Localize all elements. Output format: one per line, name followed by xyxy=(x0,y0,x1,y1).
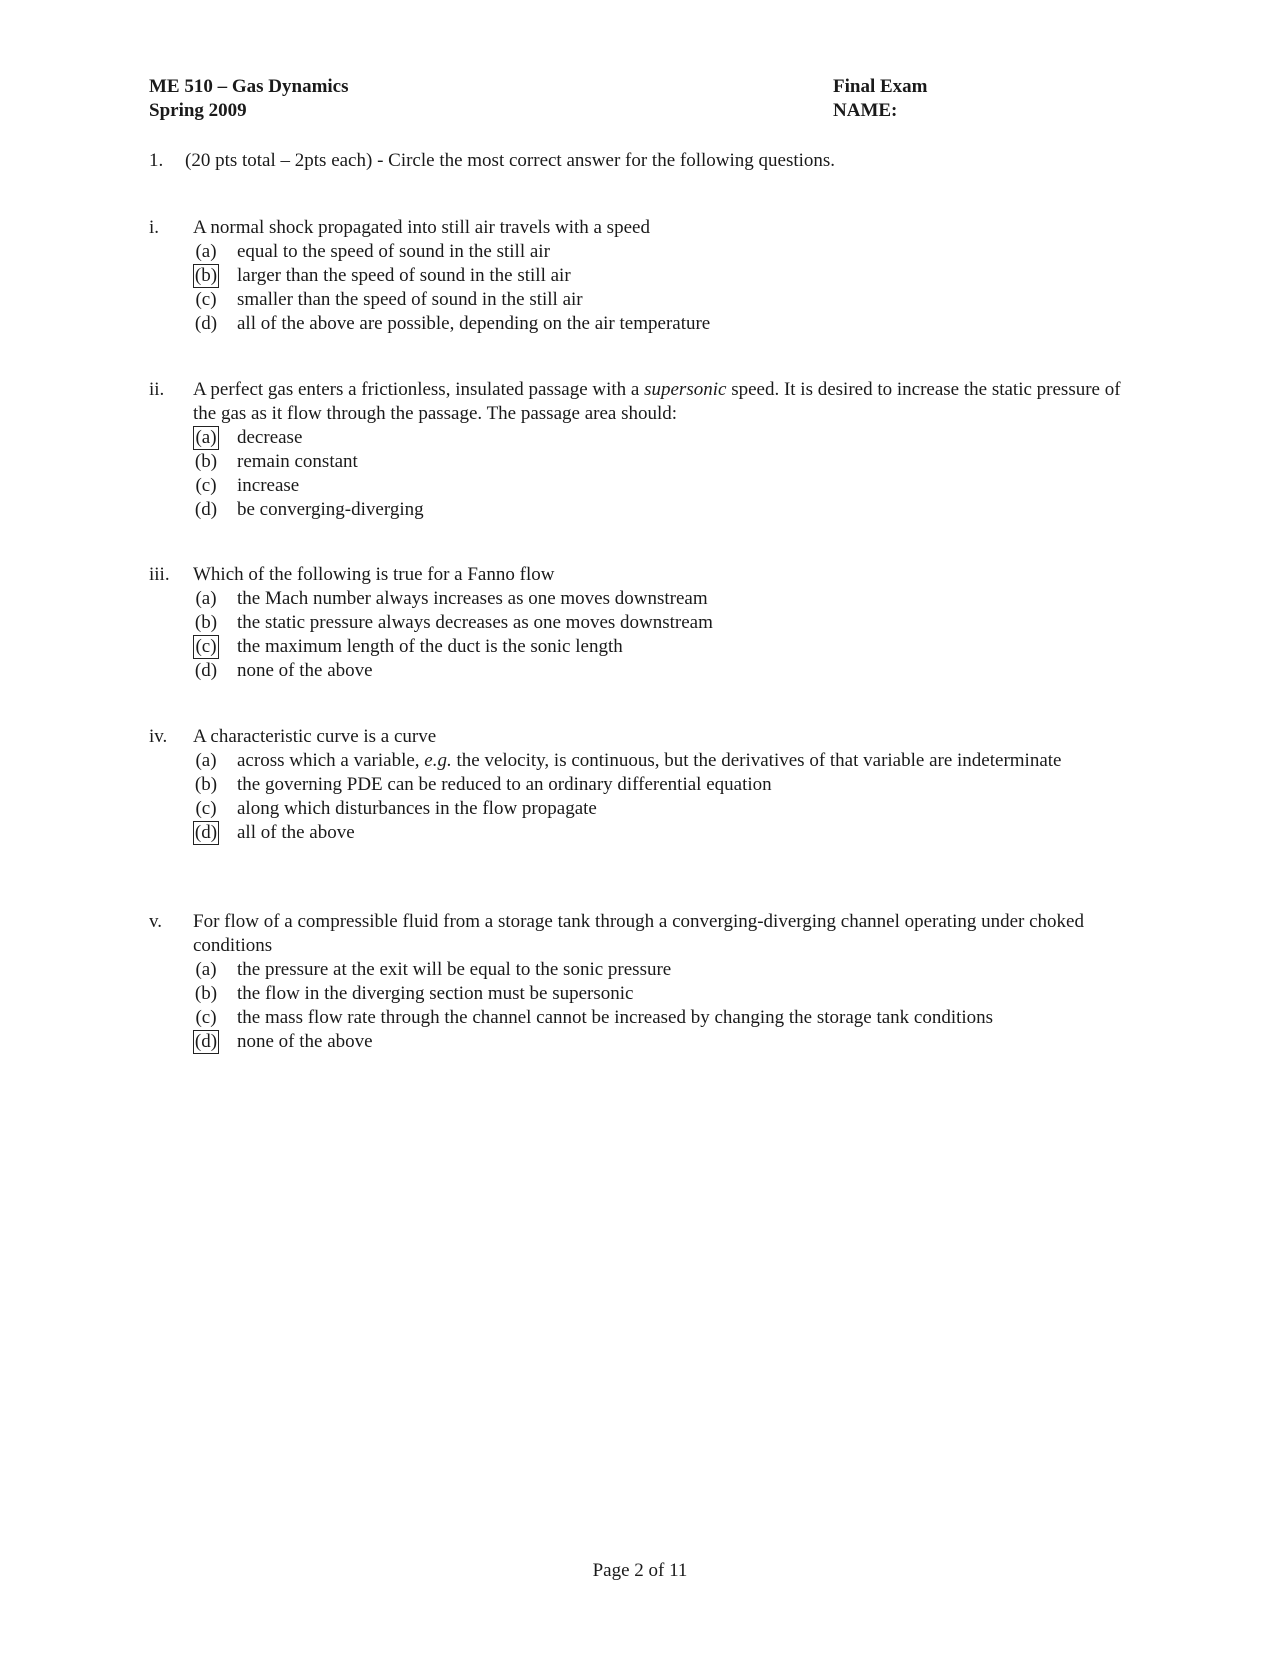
course-title: ME 510 – Gas Dynamics xyxy=(149,76,349,97)
option-text: smaller than the speed of sound in the still air xyxy=(237,289,583,310)
item-numeral: ii. xyxy=(149,379,165,400)
item-stem: Which of the following is true for a Fanno flow xyxy=(193,564,555,585)
option-list xyxy=(193,958,1129,1054)
option-c[interactable] xyxy=(193,1006,1129,1030)
option-b[interactable] xyxy=(193,450,1129,474)
option-a[interactable] xyxy=(193,426,1129,450)
option-d[interactable] xyxy=(193,312,1129,336)
item-numeral: i. xyxy=(149,217,160,238)
option-label: (d) xyxy=(194,660,218,681)
question-item-i xyxy=(149,216,1129,336)
option-label: (c) xyxy=(195,289,217,310)
option-a[interactable] xyxy=(193,240,1129,264)
stem-text-before: A perfect gas enters a frictionless, insulated passage with a xyxy=(193,379,645,400)
question-number: 1. xyxy=(149,150,164,171)
option-label: (d) xyxy=(194,499,218,520)
option-text-before: across which a variable, xyxy=(237,750,425,771)
option-text: larger than the speed of sound in the still air xyxy=(237,265,571,286)
option-text: none of the above xyxy=(237,1031,373,1052)
stem-text-after: speed. It is desired to increase the static pressure of the gas as it flow through the passage. The passage area should: xyxy=(193,379,1121,424)
option-text: the maximum length of the duct is the sonic length xyxy=(237,636,623,657)
item-stem: For flow of a compressible fluid from a storage tank through a converging-diverging channel operating under choked conditions xyxy=(193,911,1084,956)
option-text: be converging-diverging xyxy=(237,499,424,520)
question-item-ii xyxy=(149,378,1129,522)
option-label: (a) xyxy=(195,241,217,262)
option-a[interactable] xyxy=(193,958,1129,982)
question-instructions: (20 pts total – 2pts each) - Circle the most correct answer for the following questions. xyxy=(185,150,836,171)
option-label: (b) xyxy=(194,451,218,472)
option-text: the Mach number always increases as one moves downstream xyxy=(237,588,708,609)
option-text: all of the above xyxy=(237,822,355,843)
option-d[interactable] xyxy=(193,498,1129,522)
option-label: (c) xyxy=(195,1007,217,1028)
option-label: (c) xyxy=(195,798,217,819)
option-text: remain constant xyxy=(237,451,358,472)
exam-header xyxy=(149,75,949,123)
option-c[interactable] xyxy=(193,797,1129,821)
question-1-intro xyxy=(149,149,835,173)
option-label: (b) xyxy=(194,774,218,795)
option-b[interactable] xyxy=(193,982,1129,1006)
item-stem: A characteristic curve is a curve xyxy=(193,726,437,747)
option-list xyxy=(193,587,1129,683)
option-text: increase xyxy=(237,475,300,496)
option-list xyxy=(193,426,1129,522)
option-d[interactable] xyxy=(193,821,1129,845)
option-text: all of the above are possible, depending on the air temperature xyxy=(237,313,711,334)
option-text: equal to the speed of sound in the still air xyxy=(237,241,550,262)
option-label: (b) xyxy=(194,612,218,633)
option-text: the static pressure always decreases as one moves downstream xyxy=(237,612,713,633)
option-a[interactable] xyxy=(193,587,1129,611)
option-list xyxy=(193,749,1129,845)
option-list xyxy=(193,240,1129,336)
term-label: Spring 2009 xyxy=(149,100,247,121)
selected-option-label: (d) xyxy=(194,822,218,843)
option-c[interactable] xyxy=(193,474,1129,498)
selected-option-label: (d) xyxy=(194,1031,218,1052)
item-numeral: iv. xyxy=(149,726,168,747)
item-numeral: iii. xyxy=(149,564,170,585)
selected-option-label: (a) xyxy=(193,426,219,450)
option-text: the pressure at the exit will be equal to the sonic pressure xyxy=(237,959,672,980)
option-b[interactable] xyxy=(193,773,1129,797)
question-item-iii xyxy=(149,563,1129,683)
option-text: decrease xyxy=(237,427,303,448)
question-item-v xyxy=(149,910,1129,1054)
option-text: none of the above xyxy=(237,660,373,681)
option-text: the mass flow rate through the channel cannot be increased by changing the storage tank conditions xyxy=(237,1007,994,1028)
selected-option-label: (c) xyxy=(193,635,219,659)
question-item-iv xyxy=(149,725,1129,845)
option-d[interactable] xyxy=(193,659,1129,683)
option-label: (b) xyxy=(194,983,218,1004)
option-label: (a) xyxy=(195,959,217,980)
option-label: (a) xyxy=(195,750,217,771)
option-b[interactable] xyxy=(193,264,1129,288)
exam-title: Final Exam xyxy=(833,76,928,97)
page-number: Page 2 of 11 xyxy=(592,1560,688,1581)
option-text: the governing PDE can be reduced to an ordinary differential equation xyxy=(237,774,772,795)
option-label: (c) xyxy=(195,475,217,496)
option-c[interactable] xyxy=(193,635,1129,659)
option-label: (a) xyxy=(195,588,217,609)
item-numeral: v. xyxy=(149,911,163,932)
option-text: along which disturbances in the flow propagate xyxy=(237,798,597,819)
option-text: the flow in the diverging section must be supersonic xyxy=(237,983,634,1004)
option-text-after: the velocity, is continuous, but the derivatives of that variable are indeterminate xyxy=(451,750,1062,771)
selected-option-label: (b) xyxy=(194,265,218,286)
name-label: NAME: xyxy=(833,100,898,121)
option-a[interactable] xyxy=(193,749,1129,773)
option-emphasis: e.g. xyxy=(424,750,452,771)
option-c[interactable] xyxy=(193,288,1129,312)
item-stem: A normal shock propagated into still air travels with a speed xyxy=(193,217,650,238)
stem-emphasis: supersonic xyxy=(644,379,727,400)
option-d[interactable] xyxy=(193,1030,1129,1054)
item-stem xyxy=(193,378,1129,426)
option-b[interactable] xyxy=(193,611,1129,635)
option-label: (d) xyxy=(194,313,218,334)
